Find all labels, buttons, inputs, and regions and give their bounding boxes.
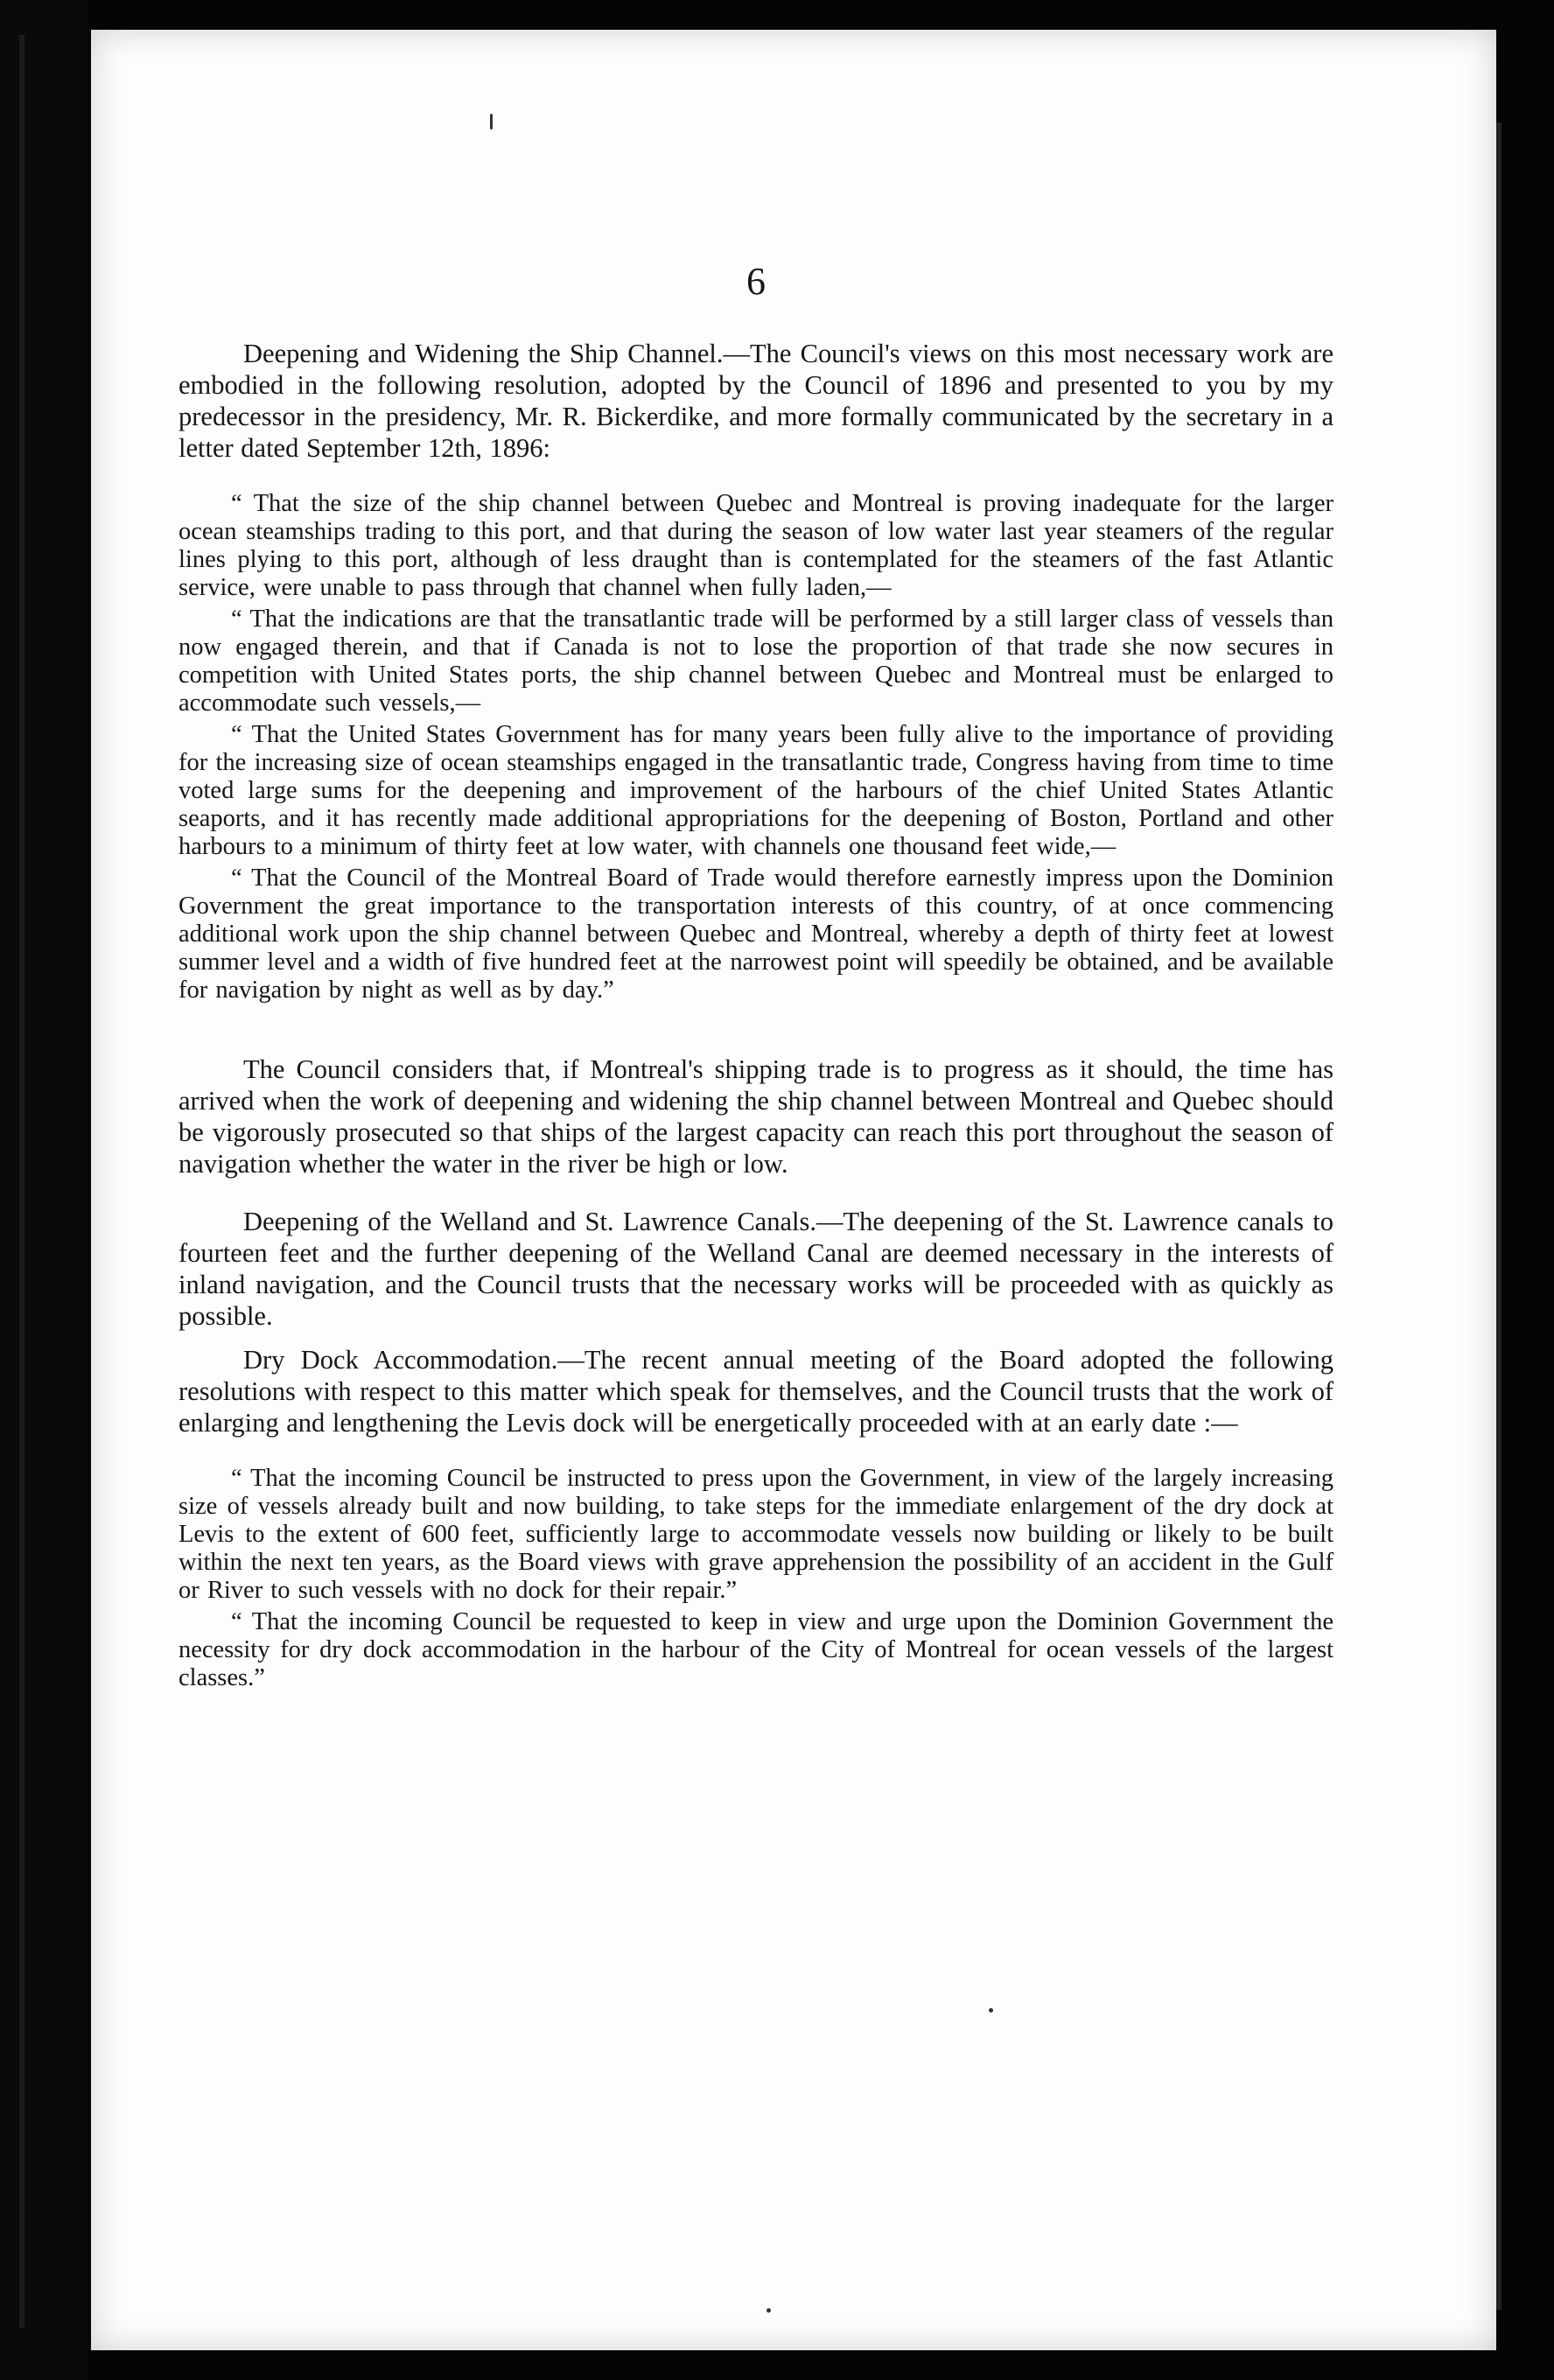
dry-dock-heading: Dry Dock Accommodation. bbox=[243, 1345, 558, 1375]
canals-text: —The deepening of the St. Lawrence canals to fourteen feet and the further deepening of the Welland Canal are deemed necessary in the interests of inland navigation, and the Council trusts that the necessary works will be proceeded with as quickly as possible. bbox=[178, 1207, 1334, 1331]
dry-dock-paragraph bbox=[178, 1344, 1334, 1438]
scan-speck bbox=[490, 114, 493, 130]
ship-channel-followup: The Council considers that, if Montreal's shipping trade is to progress as it should, the time has arrived when the work of deepening and widening the ship channel between Montreal and Quebec should be vigorously prosecuted so that ships of the largest capacity can reach this port throughout the season of navigation whether the water in the river be high or low. bbox=[178, 1054, 1334, 1179]
ship-channel-resolution bbox=[178, 490, 1334, 1004]
page-content bbox=[178, 262, 1334, 1741]
resolution-quote: “ That the size of the ship channel between Quebec and Montreal is proving inadequate for the larger ocean steamships trading to this port, and that during the season of low water last year steamers of the regular lines plying to this port, although of less draught than is contemplated for the steamers of the fast Atlantic service, were unable to pass through that channel when fully laden,— bbox=[178, 490, 1334, 601]
dry-dock-resolutions bbox=[178, 1465, 1334, 1692]
scan-speck bbox=[989, 2008, 993, 2012]
resolution-quote: “ That the United States Government has for many years been fully alive to the importance of providing for the increasing size of ocean steamships engaged in the transatlantic trade, Congress having from time to time voted large sums for the deepening and improvement of the harbours of the chief United States Atlantic seaports, and it has recently made additional appropriations for the deepening of Boston, Portland and other harbours to a minimum of thirty feet at low water, with channels one thousand feet wide,— bbox=[178, 721, 1334, 860]
ship-channel-intro: —The Council's views on this most necessary work are embodied in the following resolution, adopted by the Council of 1896 and presented to you by my predecessor in the presidency, Mr. R. Bickerdike, and more formally communicated by the secretary in a letter dated September 12th, 1896: bbox=[178, 339, 1334, 463]
scan-right-edge bbox=[1496, 122, 1502, 2310]
resolution-quote: “ That the indications are that the transatlantic trade will be performed by a still larger class of vessels than now engaged therein, and that if Canada is not to lose the proportion of that trade she now secures in competition with United States ports, the ship channel between Quebec and Montreal must be enlarged to accommodate such vessels,— bbox=[178, 606, 1334, 717]
scan-speck bbox=[766, 2308, 771, 2313]
resolution-quote: “ That the incoming Council be requested to keep in view and urge upon the Dominion Government the necessity for dry dock accommodation in the harbour of the City of Montreal for ocean vessels of the largest classes.” bbox=[178, 1608, 1334, 1691]
canals-heading: Deepening of the Welland and St. Lawrence Canals. bbox=[243, 1207, 816, 1236]
dry-dock-intro: —The recent annual meeting of the Board adopted the following resolutions with respect to this matter which speak for themselves, and the Council trusts that the work of enlarging and lengthening the Levis dock will be energetically proceeded with at an early date :— bbox=[178, 1345, 1334, 1438]
scan-left-margin bbox=[0, 0, 88, 2380]
resolution-quote: “ That the Council of the Montreal Board of Trade would therefore earnestly impress upon the Dominion Government the great importance to the transportation interests of this country, of at once commencing additional work upon the ship channel between Quebec and Montreal, whereby a depth of thirty feet at lowest summer level and a width of five hundred feet at the narrowest point will speedily be obtained, and be available for navigation by night as well as by day.” bbox=[178, 864, 1334, 1004]
page-number: 6 bbox=[746, 260, 766, 303]
ship-channel-heading: Deepening and Widening the Ship Channel. bbox=[243, 339, 724, 368]
canals-paragraph bbox=[178, 1206, 1334, 1332]
resolution-quote: “ That the incoming Council be instructed to press upon the Government, in view of the largely increasing size of vessels already built and now building, to take steps for the immediate enlargement of the dry dock at Levis to the extent of 600 feet, sufficiently large to accommodate vessels now building or likely to be built within the next ten years, as the Board views with grave apprehension the possibility of an accident in the Gulf or River to such vessels with no dock for their repair.” bbox=[178, 1465, 1334, 1604]
ship-channel-paragraph bbox=[178, 338, 1334, 464]
